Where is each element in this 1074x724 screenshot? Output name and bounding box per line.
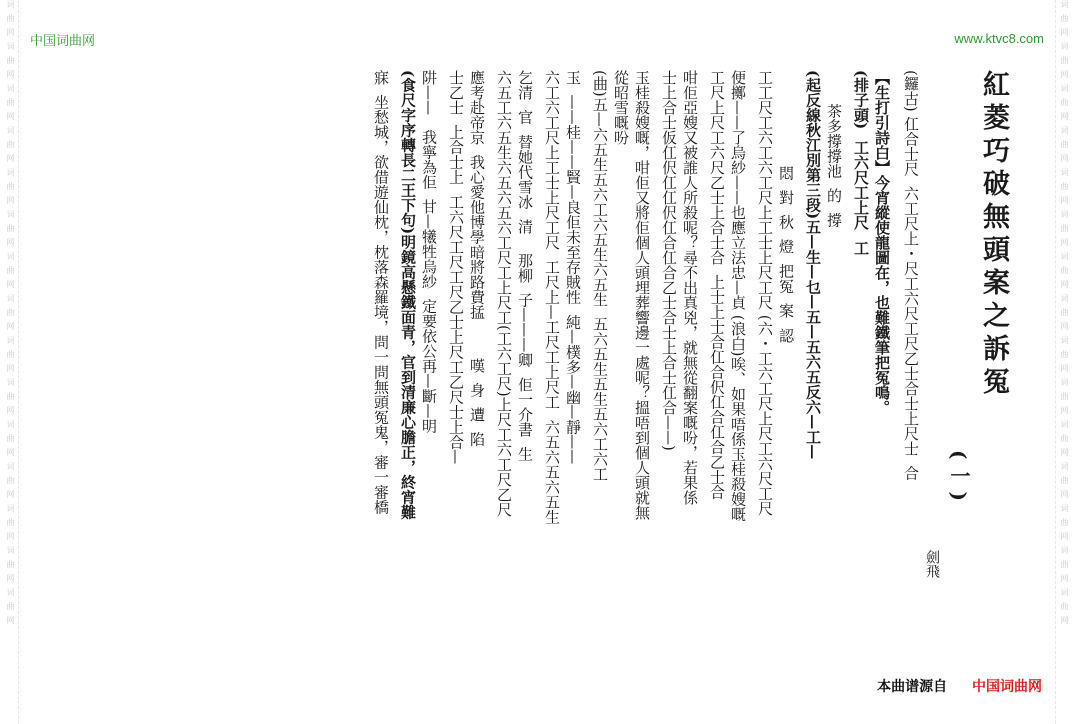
source-label: 本曲谱源自	[877, 679, 948, 695]
score-line: (起反線秋江別第三段)五—生—乜—五—五六五反六—工—	[804, 70, 822, 460]
author-name: 劍飛	[924, 550, 940, 578]
score-line: 阱—— 我寧為佢 甘—犧牲烏紗 定要依公再—斷—明	[420, 70, 438, 434]
left-margin-watermark: 词曲网词曲网词曲网词曲网词曲网词曲网词曲网词曲网词曲网词曲网词曲网词曲网词曲网词曲网词曲网	[2, 0, 19, 724]
song-title: 紅菱巧破無頭案之訴冤	[978, 70, 1009, 400]
score-line: 茶多撐撐池 的 撐	[825, 70, 843, 228]
score-line: 工工尺工六工六工尺上工士上尺工尺 (六・工六工尺上尺工六尺工尺	[756, 70, 774, 516]
score-line: 工尺上尺工六尺乙士上合士合 上士上士合仜合伬仜合仜合乙士合	[708, 70, 726, 500]
score-line: 應考赴帝京 我心愛他博學暗將路費掹 嘆 身 遭 陷	[468, 70, 486, 447]
score-line: (排子頭) 工六尺工上尺 工	[852, 70, 870, 256]
score-line: (食尺字序轉長二王下句)明鏡高懸鐵面青，官到清廉心膽正，終宵難	[399, 70, 417, 520]
score-line: (曲)五—六五生五六工六五生六五生 五六五生五生五六工六工	[591, 70, 609, 482]
score-line: 玉桂殺嫂嘅，咁佢又將佢個人頭埋葬響邊一處呢？搵唔到個人頭就無	[633, 70, 651, 520]
score-line: 從昭雪嘅吩	[612, 70, 630, 145]
score-line: 六五工六五生六五六五六工尺工上尺工(工六工尺)上尺工六工尺乙尺	[495, 70, 513, 517]
score-page	[70, 70, 1010, 660]
score-line: 六工六工尺上工士上尺工尺 工尺上—工尺工上尺工 六五六五六五生	[543, 70, 561, 525]
right-margin-watermark: 词曲网词曲网词曲网词曲网词曲网词曲网词曲网词曲网词曲网词曲网词曲网词曲网词曲网词曲网词曲网	[1055, 0, 1072, 724]
score-line: 咁佢亞嫂又被誰人所殺呢？尋不出真兇，就無從翻案嘅吩，若果係	[681, 70, 699, 505]
score-line: 士乙士 上合士上 工六尺工尺工尺乙士上尺工乙尺士上合—	[447, 70, 465, 465]
score-line: 【生打引詩白】今宵縱使龍圖在，也難鐵筆把冤鳴。	[873, 70, 891, 415]
score-line: 乞清 官 替她代雪冰 清 那柳 子———卿 佢一介書 生	[516, 70, 534, 462]
score-line: 士上合士仮仜伬仜仜伬仜合仜合乙士合士上合士仜合——)	[660, 70, 678, 451]
part-number: (一)	[947, 450, 971, 507]
score-line: 悶 對 秋 燈 把冤 案 認	[777, 70, 795, 343]
source-brand: 中国词曲网	[972, 679, 1042, 695]
score-line: 便擲——了烏紗——也應立法忠—貞 (浪白)唉、如果唔係玉桂殺嫂嘅	[729, 70, 747, 522]
score-line: 玉 ——桂——賢—良佢未至存賊性 純—樸多—幽—靜——	[564, 70, 582, 465]
source-footer	[877, 676, 1042, 696]
score-line: (鑼古) 仜合士尺 六工尺上・尺工六尺工尺乙士合士上尺士 合	[902, 70, 920, 481]
score-line: 寐 坐愁城，欲借遊仙枕，枕落森羅境，問一問無頭冤鬼，審一審橋	[372, 70, 390, 515]
site-name-watermark: 中国词曲网	[30, 34, 96, 49]
site-url-watermark: www.ktvc8.com	[954, 31, 1044, 46]
